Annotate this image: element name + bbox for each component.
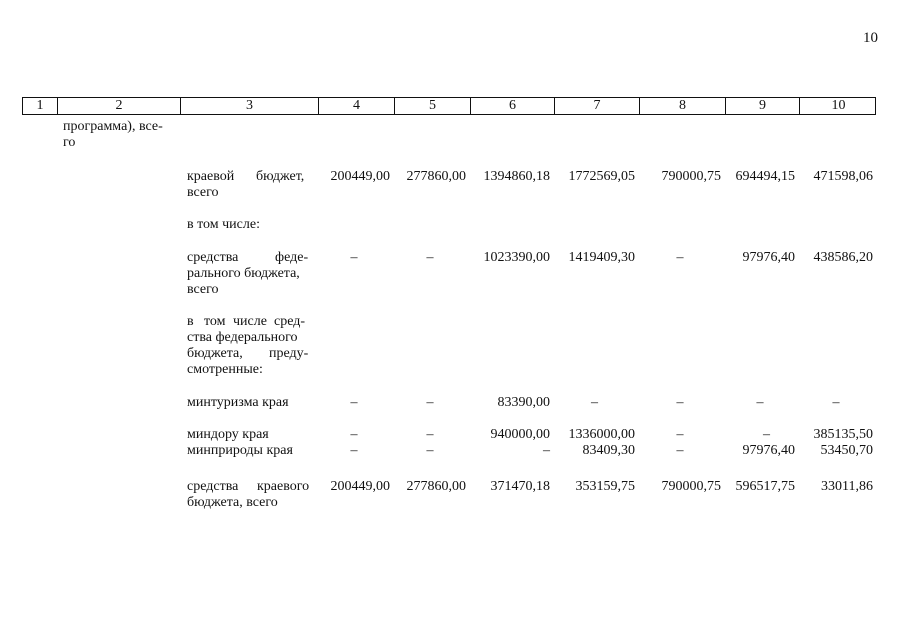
header-col-5: 5 [395, 98, 471, 114]
header-col-8: 8 [640, 98, 726, 114]
row-label: средства [187, 250, 239, 265]
row-label: краевой [187, 169, 235, 184]
table-header-row [22, 97, 876, 115]
value-col-7: 1772569,05 [568, 169, 635, 184]
page-number: 10 [863, 30, 878, 46]
value-col-8: – [676, 427, 684, 442]
value-col-4: 200449,00 [330, 479, 390, 494]
value-col-7: 1336000,00 [568, 427, 635, 442]
value-col-6: 1394860,18 [483, 169, 550, 184]
value-col-10: 471598,06 [813, 169, 873, 184]
row-label: бюджета, [187, 346, 243, 361]
value-col-8: – [676, 443, 684, 458]
value-col-9: 97976,40 [742, 250, 795, 265]
value-col-5: – [426, 250, 434, 265]
value-col-7: 83409,30 [582, 443, 635, 458]
value-col-5: – [426, 427, 434, 442]
value-col-4: 200449,00 [330, 169, 390, 184]
row-label: краевого [257, 479, 310, 494]
header-col-9: 9 [726, 98, 800, 114]
row-label: в [187, 314, 194, 329]
row-label-v-tom-chisle: в том числе: [187, 217, 260, 232]
row-label: всего [187, 282, 219, 297]
value-col-7: 1419409,30 [568, 250, 635, 265]
value-col-10: – [832, 395, 840, 410]
value-col-5: – [426, 443, 434, 458]
value-col-8: – [676, 395, 684, 410]
row-label: рального бюджета, [187, 266, 300, 281]
row-label: всего [187, 185, 219, 200]
value-col-10: 438586,20 [813, 250, 873, 265]
value-col-9: – [756, 395, 764, 410]
header-col-2: 2 [58, 98, 181, 114]
row-label: числе [233, 314, 267, 329]
row-label: ства федерального [187, 330, 298, 345]
row-label: преду- [269, 346, 309, 361]
row-label: смотренные: [187, 362, 263, 377]
row-label: бюджета, всего [187, 495, 278, 510]
value-col-5: – [426, 395, 434, 410]
value-col-6: 371470,18 [490, 479, 550, 494]
value-col-5: 277860,00 [406, 479, 466, 494]
header-col-3: 3 [181, 98, 319, 114]
value-col-4: – [350, 250, 358, 265]
value-col-9: 694494,15 [735, 169, 795, 184]
header-col-10: 10 [831, 98, 846, 113]
row-label: минтуризма края [187, 395, 289, 410]
row-label: минприроды края [187, 443, 293, 458]
value-col-9: – [763, 427, 770, 442]
value-col-9: 596517,75 [735, 479, 795, 494]
header-col-7: 7 [555, 98, 640, 114]
header-col-6: 6 [471, 98, 555, 114]
value-col-10: 33011,86 [821, 479, 873, 494]
program-text-line-1: программа), все- [63, 119, 163, 134]
value-col-4: – [350, 443, 358, 458]
row-label: миндору края [187, 427, 269, 442]
row-label: сред- [274, 314, 306, 329]
value-col-7: 353159,75 [575, 479, 635, 494]
row-label: том [204, 314, 226, 329]
program-text-line-2: го [63, 135, 76, 150]
value-col-6: 940000,00 [490, 427, 550, 442]
value-col-7: – [591, 395, 598, 410]
row-label: средства [187, 479, 239, 494]
value-col-8: – [676, 250, 684, 265]
value-col-9: 97976,40 [742, 443, 795, 458]
row-label: феде- [275, 250, 309, 265]
value-col-6: 1023390,00 [483, 250, 550, 265]
value-col-10: 53450,70 [820, 443, 873, 458]
header-col-4: 4 [319, 98, 395, 114]
value-col-10: 385135,50 [813, 427, 873, 442]
value-col-6: – [543, 443, 550, 458]
value-col-4: – [350, 427, 358, 442]
row-label: бюджет, [256, 169, 305, 184]
header-col-1: 1 [23, 98, 58, 114]
value-col-8: 790000,75 [661, 169, 721, 184]
value-col-5: 277860,00 [406, 169, 466, 184]
value-col-8: 790000,75 [661, 479, 721, 494]
value-col-4: – [350, 395, 358, 410]
value-col-6: 83390,00 [497, 395, 550, 410]
